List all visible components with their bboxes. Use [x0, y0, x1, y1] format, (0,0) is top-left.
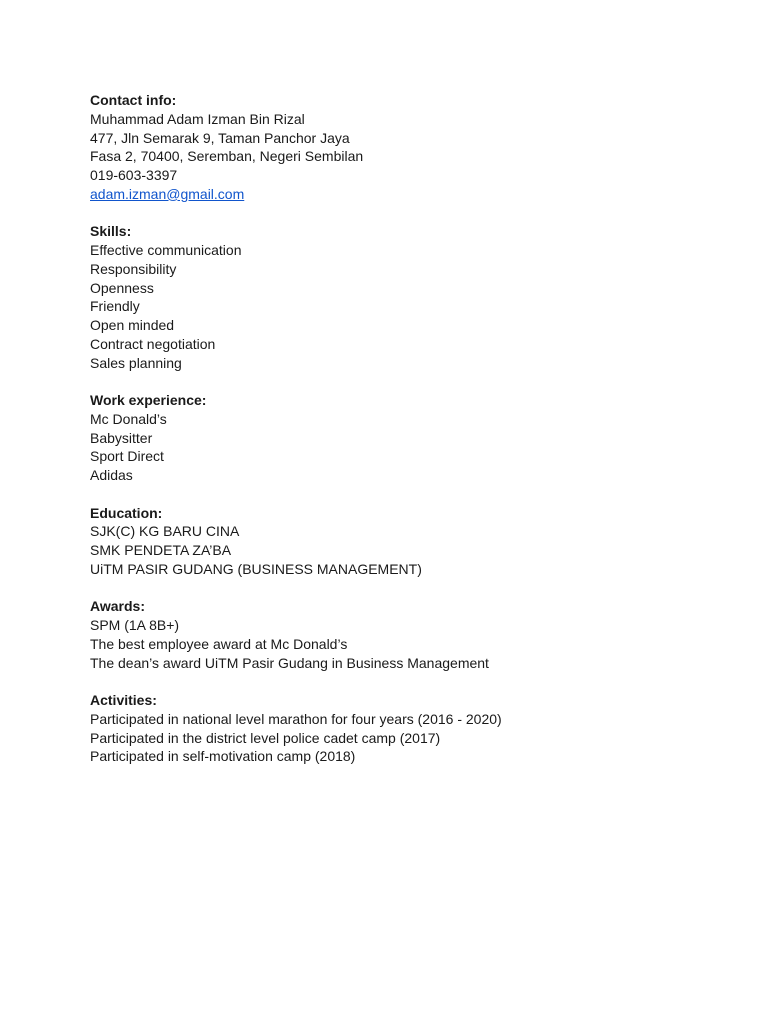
activities-heading: Activities:: [90, 692, 157, 708]
skill-item: Friendly: [90, 298, 140, 315]
work-experience-item: Babysitter: [90, 429, 153, 446]
contact-email-line: [90, 185, 730, 204]
award-item: SPM (1A 8B+): [90, 617, 180, 633]
education-item: SJK(C) KG BARU CINA: [90, 523, 240, 540]
resume-body: [90, 91, 730, 766]
skill-item: Open minded: [90, 317, 175, 333]
education-item: SMK PENDETA ZA’BA: [90, 542, 232, 558]
activities-section: [90, 691, 730, 766]
contact-address-line2: Fasa 2, 70400, Seremban, Negeri Sembilan: [90, 148, 364, 165]
skill-item: Openness: [90, 279, 154, 296]
skill-item: Effective communication: [90, 242, 242, 258]
work-experience-item: Adidas: [90, 467, 133, 483]
contact-phone: 019-603-3397: [90, 167, 178, 183]
education-item: UiTM PASIR GUDANG (BUSINESS MANAGEMENT): [90, 560, 422, 577]
work-experience-item: Mc Donald’s: [90, 410, 167, 427]
activity-item: Participated in self-motivation camp (2018): [90, 748, 356, 765]
activity-item: Participated in national level marathon for four years (2016 - 2020): [90, 710, 502, 727]
award-item: The dean’s award UiTM Pasir Gudang in Business Management: [90, 654, 489, 671]
skill-item: Sales planning: [90, 354, 182, 371]
skills-heading: Skills:: [90, 223, 132, 240]
work-experience-heading: Work experience:: [90, 392, 207, 408]
activity-item: Participated in the district level police cadet camp (2017): [90, 729, 441, 746]
award-item: The best employee award at Mc Donald’s: [90, 635, 348, 652]
work-experience-section: [90, 391, 730, 485]
work-experience-item: Sport Direct: [90, 448, 164, 465]
contact-name: Muhammad Adam Izman Bin Rizal: [90, 110, 305, 127]
awards-heading: Awards:: [90, 598, 145, 615]
contact-heading: Contact info:: [90, 92, 177, 108]
contact-section: [90, 91, 730, 204]
skills-section: [90, 222, 730, 372]
skill-item: Contract negotiation: [90, 335, 216, 352]
skill-item: Responsibility: [90, 260, 177, 277]
education-heading: Education:: [90, 504, 163, 521]
contact-address-line1: 477, Jln Semarak 9, Taman Panchor Jaya: [90, 129, 350, 146]
awards-section: [90, 597, 730, 672]
education-section: [90, 504, 730, 579]
contact-email-link[interactable]: adam.izman@gmail.com: [90, 185, 245, 202]
